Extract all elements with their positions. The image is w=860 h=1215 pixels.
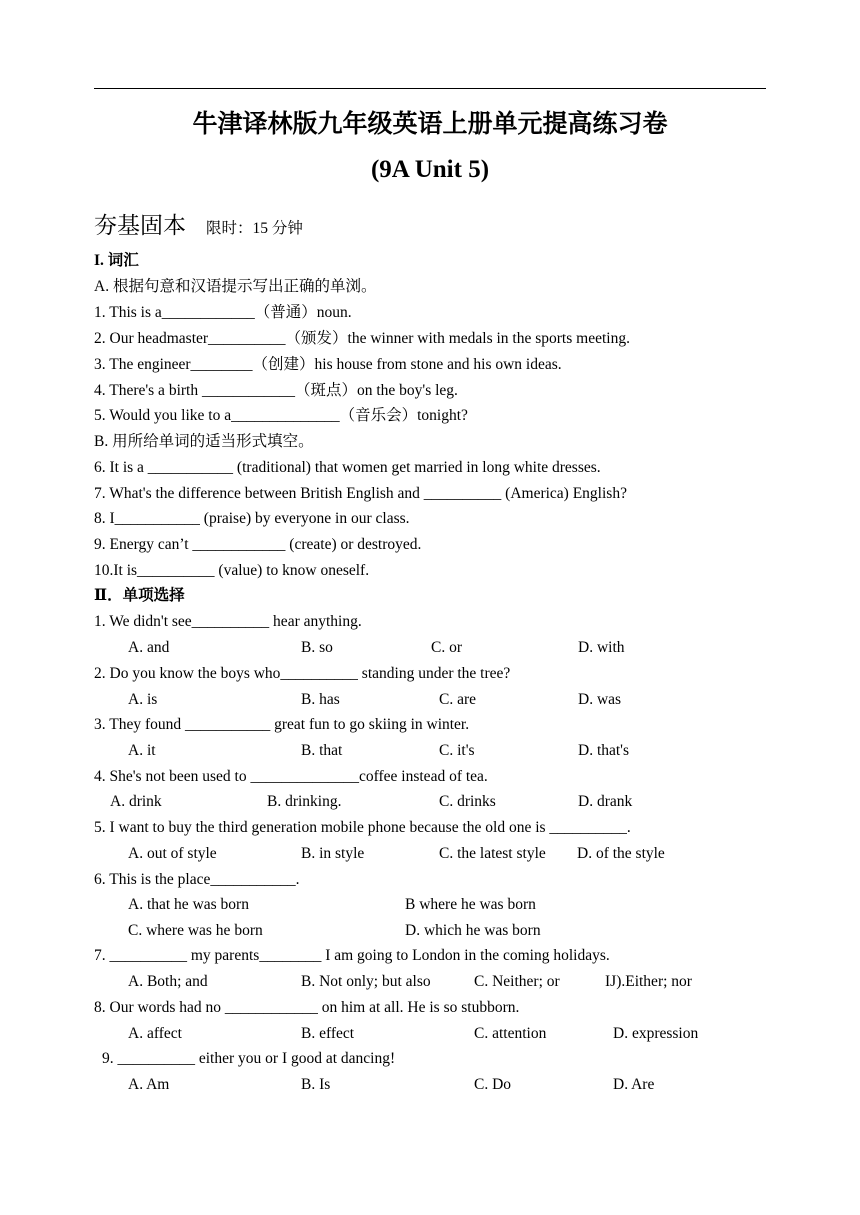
vocab-item: 5. Would you like to a______________（音乐会）tonight?	[94, 407, 468, 424]
option-c: C. Do	[474, 1076, 512, 1093]
option-c: C. it's	[439, 742, 475, 759]
question-stem: 4. She's not been used to ______________coffee instead of tea.	[94, 768, 488, 785]
page-subtitle: (9A Unit 5)	[370, 156, 490, 183]
option-b: B. Not only; but also	[301, 973, 431, 990]
question-stem: 1. We didn't see__________ hear anything.	[94, 613, 362, 630]
part1-a-instruction: A. 根据句意和汉语提示写出正确的单浏。	[94, 278, 377, 295]
option-b: B. drinking.	[267, 793, 342, 810]
option-d: D. which he was born	[405, 922, 541, 939]
option-c: C. attention	[474, 1025, 547, 1042]
fill-item: 6. It is a ___________ (traditional) that women get married in long white dresses.	[94, 459, 601, 476]
option-d: D. of the style	[577, 845, 665, 862]
option-b: B. that	[301, 742, 343, 759]
option-a: A. is	[128, 691, 158, 708]
option-a: A. it	[128, 742, 156, 759]
option-a: A. Both; and	[128, 973, 208, 990]
question-stem: 6. This is the place___________.	[94, 871, 300, 888]
option-c: C. where was he born	[128, 922, 263, 939]
option-d: D. expression	[613, 1025, 699, 1042]
part1-heading: I. 词汇	[94, 252, 139, 269]
section-title: 夯基固本	[94, 213, 186, 239]
option-a: A. Am	[128, 1076, 170, 1093]
part2-heading: Ⅱ．单项选择	[94, 587, 185, 604]
option-a: A. that he was born	[128, 896, 249, 913]
option-d: D. was	[578, 691, 622, 708]
question-stem: 5. I want to buy the third generation mobile phone because the old one is __________.	[94, 819, 631, 836]
option-c: C. Neither; or	[474, 973, 560, 990]
section-header	[94, 207, 303, 240]
option-d: D. drank	[578, 793, 633, 810]
part1-b-instruction: B. 用所给单词的适当形式填空。	[94, 433, 314, 450]
option-a: A. affect	[128, 1025, 182, 1042]
page-title: 牛津译林版九年级英语上册单元提高练习卷	[192, 111, 668, 138]
option-b: B. so	[301, 639, 333, 656]
fill-item: 9. Energy can’t ____________ (create) or destroyed.	[94, 536, 422, 553]
top-rule	[94, 88, 766, 89]
question-stem: 2. Do you know the boys who__________ standing under the tree?	[94, 665, 511, 682]
option-d: IJ).Either; nor	[605, 973, 692, 990]
option-b: B. effect	[301, 1025, 355, 1042]
vocab-item: 2. Our headmaster__________（颁发）the winner with medals in the sports meeting.	[94, 330, 630, 347]
option-b: B where he was born	[405, 896, 536, 913]
fill-item: 7. What's the difference between British English and __________ (America) English?	[94, 485, 627, 502]
question-stem: 9. __________ either you or I good at dancing!	[102, 1050, 396, 1067]
option-a: A. drink	[110, 793, 162, 810]
option-d: D. Are	[613, 1076, 655, 1093]
option-c: C. are	[439, 691, 477, 708]
vocab-item: 1. This is a____________（普通）noun.	[94, 304, 352, 321]
option-d: D. with	[578, 639, 625, 656]
option-a: A. and	[128, 639, 170, 656]
option-b: B. in style	[301, 845, 365, 862]
question-stem: 7. __________ my parents________ I am going to London in the coming holidays.	[94, 947, 610, 964]
vocab-item: 4. There's a birth ____________（斑点）on the boy's leg.	[94, 382, 458, 399]
option-c: C. the latest style	[439, 845, 546, 862]
option-a: A. out of style	[128, 845, 217, 862]
question-stem: 3. They found ___________ great fun to go skiing in winter.	[94, 716, 470, 733]
option-c: C. or	[431, 639, 462, 656]
option-c: C. drinks	[439, 793, 496, 810]
option-b: B. has	[301, 691, 340, 708]
question-stem: 8. Our words had no ____________ on him at all. He is so stubborn.	[94, 999, 520, 1016]
fill-item: 8. I___________ (praise) by everyone in our class.	[94, 510, 410, 527]
option-d: D. that's	[578, 742, 630, 759]
vocab-item: 3. The engineer________（创建）his house from stone and his own ideas.	[94, 356, 562, 373]
fill-item: 10.It is__________ (value) to know oneself.	[94, 562, 370, 579]
time-limit: 限时：15 分钟	[206, 220, 303, 237]
option-b: B. Is	[301, 1076, 331, 1093]
